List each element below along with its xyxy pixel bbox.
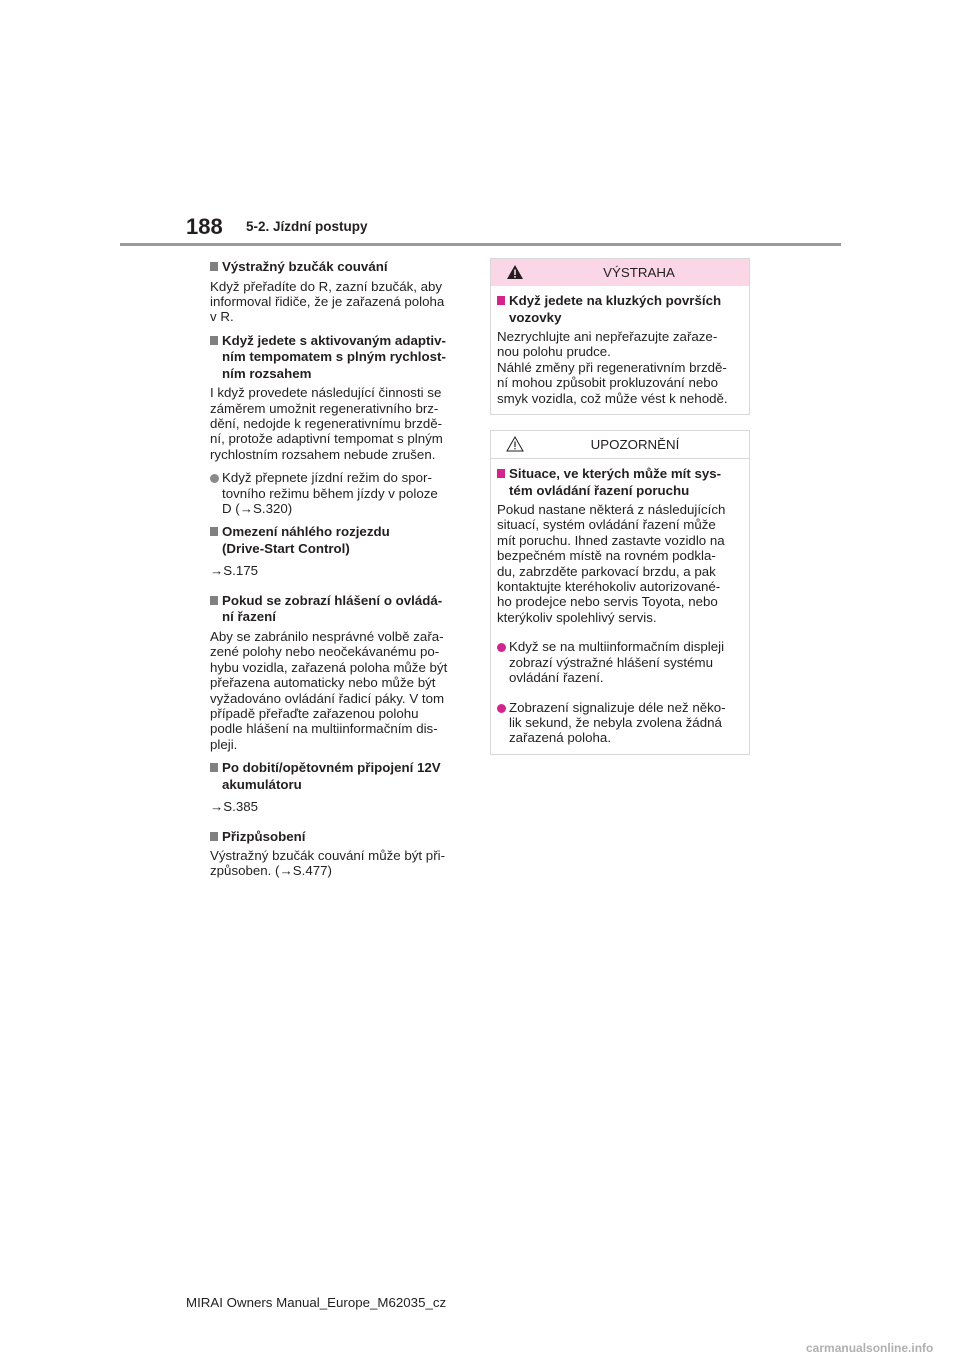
square-bullet-icon xyxy=(210,262,218,271)
section-12v-battery xyxy=(210,760,466,814)
notice-title-bar xyxy=(491,431,749,459)
notice-heading: Situace, ve kterých může mít sys- tém ovládání řazení poruchu xyxy=(497,466,744,499)
list-item: Zobrazení signalizuje déle než něko- lik sekund, že nebyla zvolena žádná zařazená poloha. xyxy=(497,700,744,746)
page-reference-link[interactable]: →S.175 xyxy=(210,563,259,579)
square-bullet-icon xyxy=(497,469,505,478)
section-heading: Omezení náhlého rozjezdu (Drive-Start Control) xyxy=(210,524,466,557)
section-heading: Když jedete s aktivovaným adaptiv- ním tempomatem s plným rychlost- ním rozsahem xyxy=(210,333,466,383)
notice-triangle-icon xyxy=(506,436,524,452)
warning-triangle-icon xyxy=(506,264,524,280)
notice-text: Pokud nastane některá z následujících situací, systém ovládání řazení může mít poruchu. Ihned zastavte vozidlo na bezpečném místě na rovném podkla- du, zabrzděte parkovací brzdu, a pak kontaktujte kteréhokoliv autorizované- ho prodejce nebo servis Toyota, nebo kterýkoliv spolehlivý servis. xyxy=(497,502,726,625)
section-heading: Pokud se zobrazí hlášení o ovládá- ní řazení xyxy=(210,593,466,626)
section-title: 5-2. Jízdní postupy xyxy=(246,219,368,234)
circle-bullet-icon xyxy=(210,474,219,483)
section-text: Aby se zabránilo nesprávné volbě zařa- zené polohy nebo neočekávanému po- hybu vozidla, zařazená poloha může být přeřazena automaticky nebo může být vyžadováno ovládání řadicí páky. V tom případě přeřaďte zařazenou polohu podle hlášení na multiinformačním dis- pleji. xyxy=(210,628,448,752)
square-bullet-icon xyxy=(210,596,218,605)
section-reverse-buzzer xyxy=(210,259,466,325)
section-adaptive-cruise xyxy=(210,333,466,463)
section-heading: Po dobití/opětovném připojení 12V akumulátoru xyxy=(210,760,466,793)
section-text: Když přeřadíte do R, zazní bzučák, aby informoval řidiče, že je zařazená poloha v R. xyxy=(210,278,445,325)
left-column xyxy=(210,259,466,887)
section-shift-message xyxy=(210,593,466,752)
square-bullet-icon xyxy=(210,336,218,345)
square-bullet-icon xyxy=(210,763,218,772)
square-bullet-icon xyxy=(210,527,218,536)
section-customization xyxy=(210,829,466,879)
warning-box xyxy=(490,258,750,415)
notice-box xyxy=(490,430,750,755)
warning-title: VÝSTRAHA xyxy=(603,265,675,280)
square-bullet-icon xyxy=(497,296,505,305)
section-text: Výstražný bzučák couvání může být při- způsoben. (→S.477) xyxy=(210,848,446,879)
section-text: I když provedete následující činnosti se záměrem umožnit regenerativního brz- dění, nedojde k regenerativnímu brzdě- ní, protože adaptivní tempomat s plným rychlostním rozsahem nebude zrušen. xyxy=(210,385,443,462)
warning-heading: Když jedete na kluzkých površích vozovky xyxy=(497,293,744,326)
list-item: Když se na multiinformačním displeji zobrazí výstražné hlášení systému ovládání řazení. xyxy=(497,639,744,685)
square-bullet-icon xyxy=(210,832,218,841)
list-item: Když přepnete jízdní režim do spor- tovního režimu během jízdy v poloze D (→S.320) xyxy=(210,470,466,516)
notice-title: UPOZORNĚNÍ xyxy=(590,437,680,453)
page-reference-link[interactable]: →S.385 xyxy=(210,799,259,815)
section-heading: Přizpůsobení xyxy=(210,829,466,846)
footer-manual-id: MIRAI Owners Manual_Europe_M62035_cz xyxy=(186,1295,447,1310)
warning-body xyxy=(491,286,749,414)
bullet-sport-mode xyxy=(210,470,466,516)
header-rule xyxy=(120,243,841,246)
section-heading: Výstražný bzučák couvání xyxy=(210,259,466,276)
circle-bullet-icon xyxy=(497,643,506,652)
circle-bullet-icon xyxy=(497,704,506,713)
notice-body xyxy=(491,459,749,754)
page-number: 188 xyxy=(186,214,223,239)
warning-title-bar xyxy=(491,259,749,286)
right-column xyxy=(490,258,750,755)
watermark: carmanualsonline.info xyxy=(806,1341,934,1355)
warning-text: Nezrychlujte ani nepřeřazujte zařaze- nou polohu prudce. Náhlé změny při regenerativním brzdě- ní mohou způsobit prokluzování nebo smyk vozidla, což může vést k nehodě. xyxy=(497,329,728,406)
section-drive-start-control xyxy=(210,524,466,578)
